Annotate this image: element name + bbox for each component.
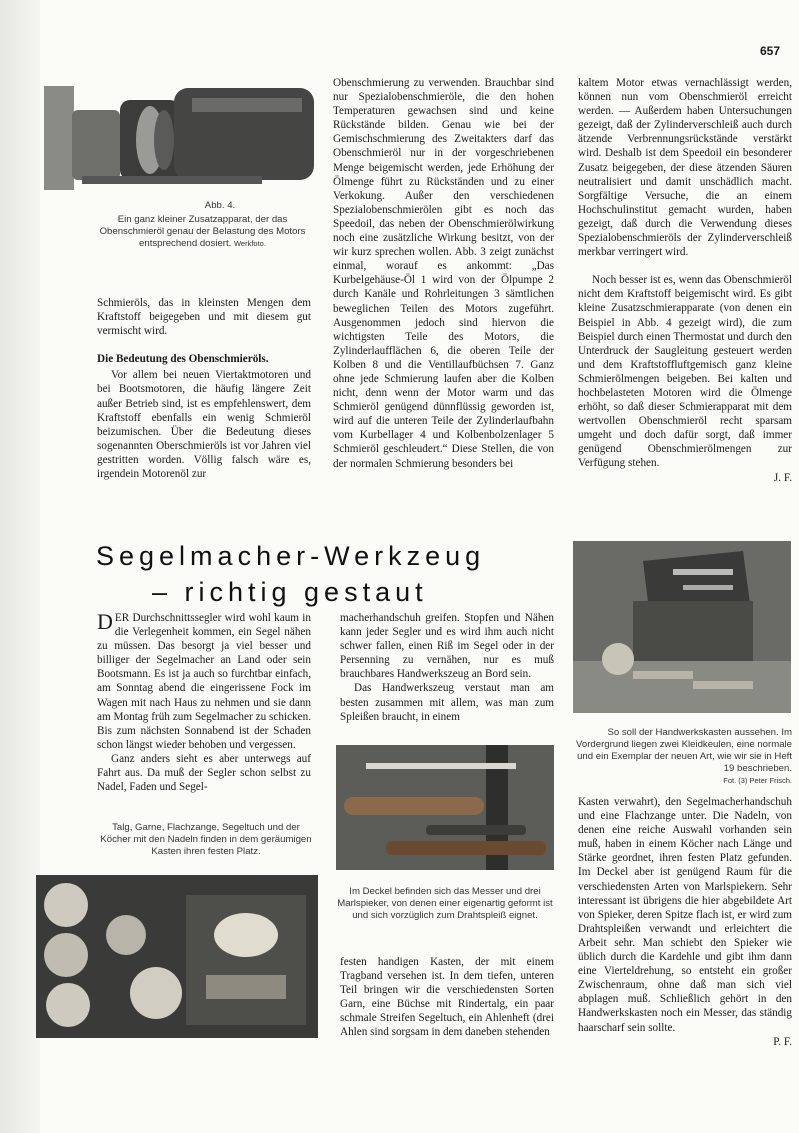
article2-title-line-2: – richtig gestaut xyxy=(152,577,428,607)
caption-toolbox-credit: Fot. (3) Peter Frisch. xyxy=(723,776,792,785)
figure-oil-apparatus xyxy=(42,80,320,198)
caption-toolbox xyxy=(574,727,792,787)
caption-toolbox-text: So soll der Handwerkskasten aussehen. Im Vordergrund liegen zwei Kleidkeulen, eine normale und ein Exemplar der neuen Art, wie wir sie in Heft 19 beschrieben. xyxy=(576,727,792,774)
photo-box-interior xyxy=(36,875,318,1038)
photo-tools xyxy=(336,745,554,870)
tools-photo xyxy=(336,745,554,870)
article1-col3-paragraph-1: kaltem Motor etwas vernachlässigt werden, können nun vom Obenschmieröl erreicht werden. — Außerdem haben Untersuchungen gezeigt, daß der Zylinderverschleiß auch durch ätzende Verbrennungsrückstände verstärkt wird. Deshalb ist dem Speedoil ein besonderer Zusatz beigegeben, der diese ätzenden Säuren neutralisiert und damit unschädlich macht. Sorgfältige Versuche, die an einem Hochschulinstitut gemacht wurden, haben gezeigt, daß durch die Verwendung dieses Spezialobenschmieröls der Zylinderverschleiß merkbar verringert wird. xyxy=(578,77,792,259)
caption-tools: Im Deckel befinden sich das Messer und drei Marlspieker, von denen einer eigenartig geformt ist und sich vorzüglich zum Drahtspleiß eignet. xyxy=(337,886,553,921)
article1-column-1 xyxy=(97,296,311,481)
page-edge-shadow xyxy=(0,0,40,1133)
article2-dropcap: D xyxy=(97,609,113,634)
page-number: 657 xyxy=(760,44,781,58)
figure-4-credit: Werkfoto. xyxy=(233,239,266,248)
photo-toolbox xyxy=(573,541,791,713)
article2-col1-paragraph-2: Ganz anders sieht es aber unterwegs auf Fahrt aus. Da muß der Segler schon selbst zu Nadel, Faden und Segel- xyxy=(97,752,311,794)
article2-col1-paragraph-1-text: ER Durchschnittssegler wird wohl kaum in die Verlegenheit kommen, ein Segel nähen zu müssen. Das besorgt ja viel besser und billiger der Segelmacher an Land oder sein Bootsmann. Es ist ja auch so furchtbar einfach, am Sonntag abend die eingerissene Fock im Wagen mit nach Haus zu nehmen und sie dann am Montag früh zum Segelmacher zu schicken. Bis zum nächsten Sonnabend ist der Schaden schon längst wieder behoben und vergessen. xyxy=(97,612,311,751)
article2-column-2b xyxy=(340,955,554,1040)
article1-signature: J. F. xyxy=(773,471,792,484)
article2-col3-paragraph-1: Kasten verwahrt), den Segelmacherhandschuh und eine Flachzange unter. Die Nadeln, von denen eine reiche Auswahl vorhanden sein muß, haben in einem Köcher nach Länge und Stärke geordnet, ihren festen Platz gefunden. Im Deckel aber ist genügend Raum für die verschiedensten Arten von Marlspiekern. Sehr interessant ist übrigens die hier abgebildete Art von Spieker, deren Spitze flach ist, er wird zum Drahtspleißen verwandt und erleichtert die Arbeit sehr. Man schiebt den Spieker wie üblich durch die Kardehle und gibt ihm dann eine Vierteldrehung, so entsteht ein großer Zwischenraum, ohne daß man sich viel abplagen muß. Schließlich gehört in den Handwerkskasten noch ein Messer, das ständig haarscharf sein sollte. xyxy=(578,796,792,1034)
article1-column-3 xyxy=(578,76,792,485)
article2-title-line-1: Segelmacher-Werkzeug xyxy=(96,541,486,571)
article2-column-2 xyxy=(340,611,554,724)
toolbox-photo xyxy=(573,541,791,713)
article1-heading: Die Bedeutung des Obenschmieröls. xyxy=(97,353,269,366)
article1-col3-paragraph-2: Noch besser ist es, wenn das Obenschmieröl nicht dem Kraftstoff beigemischt wird. Es gibt kleine Zusatzschmierapparate (von denen ein Beispiel in Abb. 4 gezeigt wird), die zum Beispiel durch einen Thermostat und durch den Unterdruck der Saugleitung gesteuert werden und dem Kraftstoffluftgemisch ganz kleine Schmierölmengen beigeben. Bei kalten und hochbelasteten Motoren wird die Ölmenge erhöht, so daß dieser Schmierapparat mit dem wertvollen Obenschmieröl recht sparsam umgeht und doch dafür sorgt, daß immer genügend Obenschmierölmengen zur Verfügung stehen. xyxy=(578,274,792,470)
article2-col1-paragraph-1 xyxy=(97,611,311,752)
figure-4-label: Abb. 4. xyxy=(204,200,236,211)
caption-interior: Talg, Garne, Flachzange, Segeltuch und der Köcher mit den Nadeln finden in dem geräumigen Kasten ihren festen Platz. xyxy=(100,822,312,857)
article2-col2-paragraph-2: Das Handwerkszeug verstaut man am besten zusammen mit allem, was man zum Spleißen braucht, in einem xyxy=(340,682,554,723)
box-interior-photo xyxy=(36,875,318,1038)
article2-col2-paragraph-1: macherhandschuh greifen. Stopfen und Nähen kann jeder Segler und es wird ihm auch nicht schwer fallen, einen Riß im Segel oder in der Persenning zu vernähen, nur es muß brauchbares Handwerkszeug an Bord sein. xyxy=(340,612,554,681)
figure-4-caption-text: Ein ganz kleiner Zusatzapparat, der das Obenschmieröl genau der Belastung des Motors entsprechend dosiert. xyxy=(99,214,306,249)
article2-title xyxy=(96,538,566,610)
article2-column-3 xyxy=(578,795,792,1049)
oil-apparatus-photo xyxy=(42,80,320,198)
article1-column-2 xyxy=(333,76,554,471)
article1-col2-paragraph-1: Obenschmierung zu verwenden. Brauchbar sind nur Spezialobenschmieröle, die den hohen Temperaturen gewachsen sind und keine Rückstände bilden. Genau wie bei der Gemischschmierung des Zweitakters darf das Obenschmieröl nur in der vorgeschriebenen Menge beigemischt werden, jede Erhöhung der Ölmenge führt zu Rückständen und zu einer Verkokung. Außer den verschiedenen Spezialobenschmierölen gibt es noch das Speedoil, das neben der Obenschmierölwirkung noch eine zusätzliche Wirkung besitzt, von der wir kurz sprechen wollen. Abb. 3 zeigt zunächst einmal, worauf es ankommt: „Das Kurbelgehäuse-Öl 1 wird von der Ölpumpe 2 durch Kanäle und Rohrleitungen 3 sämtlichen beweglichen Teilen des Motors zugeführt. Ausgenommen jedoch sind hiervon die wichtigsten Teile des Motors, die Zylinderlaufflächen 6, die oberen Teile der Kolben 8 und die Ventillaufbüchsen 7. Ganz ohne jede Schmierung laufen aber die Kolben nicht, denn wenn der Motor warm und das Schmieröl genügend dünnflüssig geworden ist, wird auf die unteren Teile der Zylinderlaufbahn vom Kurbellager 4 und Kolbenbolzenlager 5 Schmieröl geschleudert.“ Diese Stellen, die von der normalen Schmierung besonders bei xyxy=(333,77,554,470)
article1-col1-paragraph-1: Schmieröls, das in kleinsten Mengen dem Kraftstoff beigegeben und mit diesem gut vermischt wird. xyxy=(97,297,311,338)
figure-4-caption xyxy=(90,214,315,250)
article2-column-1 xyxy=(97,611,311,794)
article1-col1-paragraph-2: Vor allem bei neuen Viertaktmotoren und bei Bootsmotoren, die häufig längere Zeit außer Betrieb sind, ist es empfehlenswert, dem Kraftstoff ebenfalls ein wenig Schmieröl beizumischen. Über die Bedeutung dieses sogenannten Oberschmieröls ist vor Jahren viel gestritten worden. Völlig falsch wäre es, irgendein Motorenöl zur xyxy=(97,369,311,481)
article2-col2-paragraph-3: festen handigen Kasten, der mit einem Tragband versehen ist. In dem tiefen, unteren Teil bringen wir die verschiedensten Sorten Garn, eine Büchse mit Rindertalg, ein paar schmale Streifen Segeltuch, ein Ahlenheft (drei Ahlen sind sorgsam in dem daneben stehenden xyxy=(340,956,554,1039)
article2-signature: P. F. xyxy=(773,1035,792,1048)
